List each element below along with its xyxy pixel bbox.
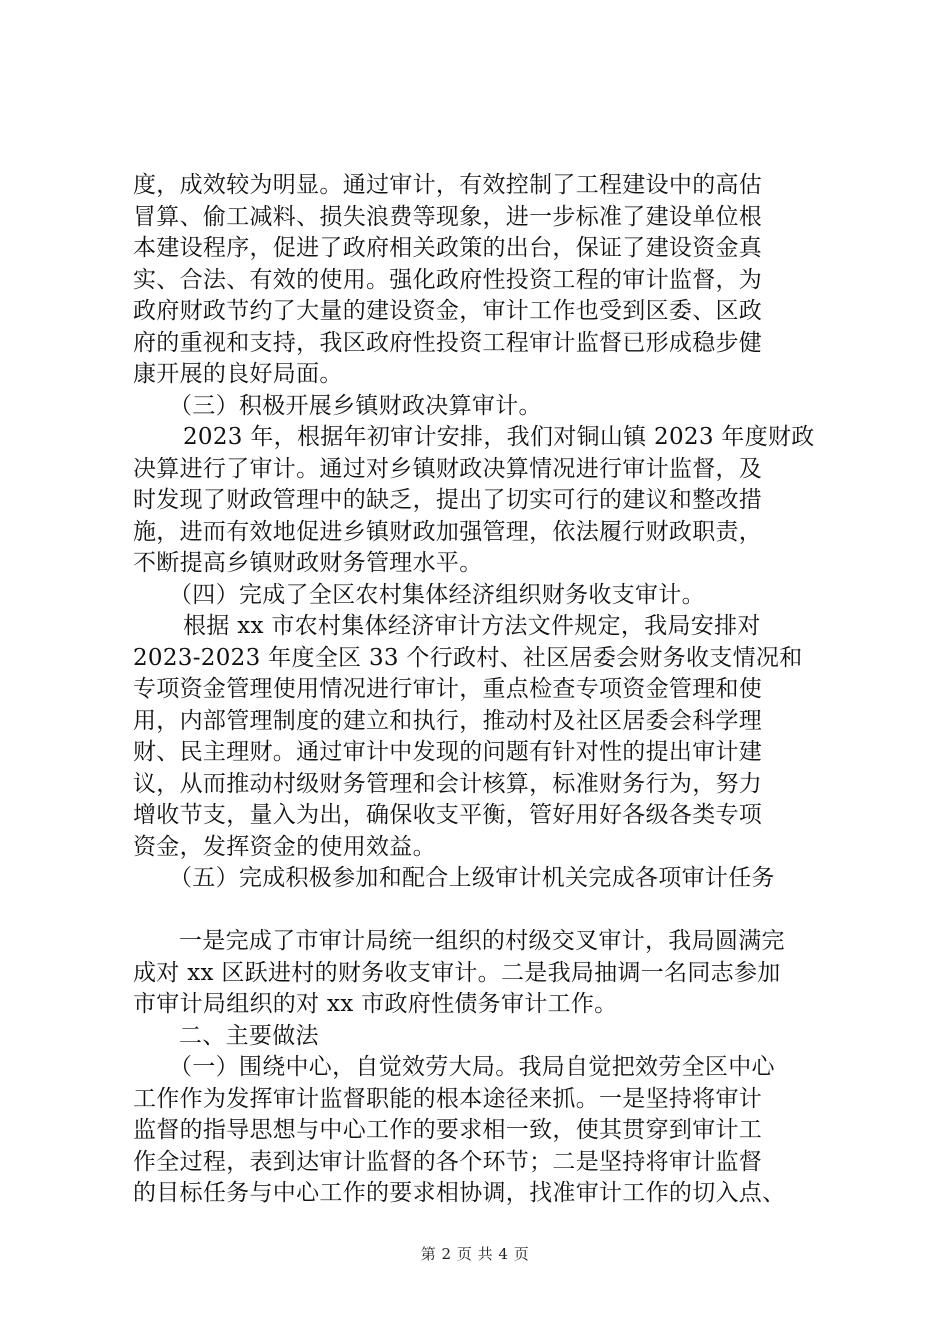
text-line: 康开展的良好局面。 xyxy=(133,361,343,387)
paragraph-rural-collective-audit xyxy=(133,611,848,863)
paragraph-higher-level-tasks xyxy=(133,926,848,1021)
page-footer xyxy=(0,1243,950,1264)
text-line: （一）围绕中心，自觉效劳大局。我局自觉把效劳全区中心 xyxy=(169,1054,775,1080)
text-line: 市审计局组织的对 xx 市政府性债务审计工作。 xyxy=(133,991,618,1017)
text-line: 一是完成了市审计局统一组织的村级交叉审计，我局圆满完 xyxy=(179,928,785,954)
text-line: 增收节支，量入为出，确保收支平衡，管好用好各级各类专项 xyxy=(133,802,763,828)
text-line: 不断提高乡镇财政财务管理水平。 xyxy=(133,550,483,576)
paragraph-serve-center xyxy=(133,1052,848,1210)
text-line: 冒算、偷工减料、损失浪费等现象，进一步标准了建设单位根 xyxy=(133,203,763,230)
text-line: 决算进行了审计。通过对乡镇财政决算情况进行审计监督，及 xyxy=(133,455,763,482)
text-line: 根据 xx 市农村集体经济审计方法文件规定，我局安排对 xyxy=(183,613,761,639)
text-line: 议，从而推动村级财务管理和会计核算，标准财务行为，努力 xyxy=(133,770,763,797)
section-heading-main-practices: 二、主要做法 xyxy=(179,1022,319,1049)
text-line: 2023-2023 年度全区 33 个行政村、社区居委会财务收支情况和 xyxy=(133,644,803,671)
text-line: 专项资金管理使用情况进行审计，重点检查专项资金管理和使 xyxy=(133,676,763,702)
text-line: 的目标任务与中心工作的要求相协调，找准审计工作的切入点、 xyxy=(133,1180,786,1206)
paragraph-township-audit xyxy=(133,422,848,580)
text-line: 监督的指导思想与中心工作的要求相一致，使其贯穿到审计工 xyxy=(133,1117,763,1143)
text-line: 政府财政节约了大量的建设资金，审计工作也受到区委、区政 xyxy=(133,298,763,324)
paragraph-engineering-audit-results xyxy=(133,170,848,391)
text-line: 实、合法、有效的使用。强化政府性投资工程的审计监督，为 xyxy=(133,266,763,293)
document-body xyxy=(133,170,848,1210)
text-line: 时发现了财政管理中的缺乏，提出了切实可行的建议和整改措 xyxy=(133,487,763,513)
text-line: 用，内部管理制度的建立和执行，推动村及社区居委会科学理 xyxy=(133,707,763,734)
text-line: 财、民主理财。通过审计中发现的问题有针对性的提出审计建 xyxy=(133,739,763,765)
text-line: 2023 年，根据年初审计安排，我们对铜山镇 2023 年度财政 xyxy=(183,424,815,450)
text-line: 府的重视和支持，我区政府性投资工程审计监督已形成稳步健 xyxy=(133,329,763,356)
text-line: 度，成效较为明显。通过审计，有效控制了工程建设中的高估 xyxy=(133,172,763,198)
text-line: 资金，发挥资金的使用效益。 xyxy=(133,833,436,860)
heading-item-4: （四）完成了全区农村集体经济组织财务收支审计。 xyxy=(169,581,705,608)
heading-item-5: （五）完成积极参加和配合上级审计机关完成各项审计任务 xyxy=(169,865,775,891)
blank-line xyxy=(133,895,848,927)
text-line: 作全过程，表到达审计监督的各个环节；二是坚持将审计监督 xyxy=(133,1148,763,1175)
text-line: 本建设程序，促进了政府相关政策的出台，保证了建设资金真 xyxy=(133,235,763,261)
heading-item-3: （三）积极开展乡镇财政决算审计。 xyxy=(169,392,542,419)
text-line: 工作作为发挥审计监督职能的根本途径来抓。一是坚持将审计 xyxy=(133,1085,763,1112)
page-number: 第 2 页 共 4 页 xyxy=(420,1245,530,1263)
text-line: 成对 xx 区跃进村的财务收支审计。二是我局抽调一名同志参加 xyxy=(133,959,781,986)
text-line: 施，进而有效地促进乡镇财政加强管理，依法履行财政职责， xyxy=(133,518,763,545)
